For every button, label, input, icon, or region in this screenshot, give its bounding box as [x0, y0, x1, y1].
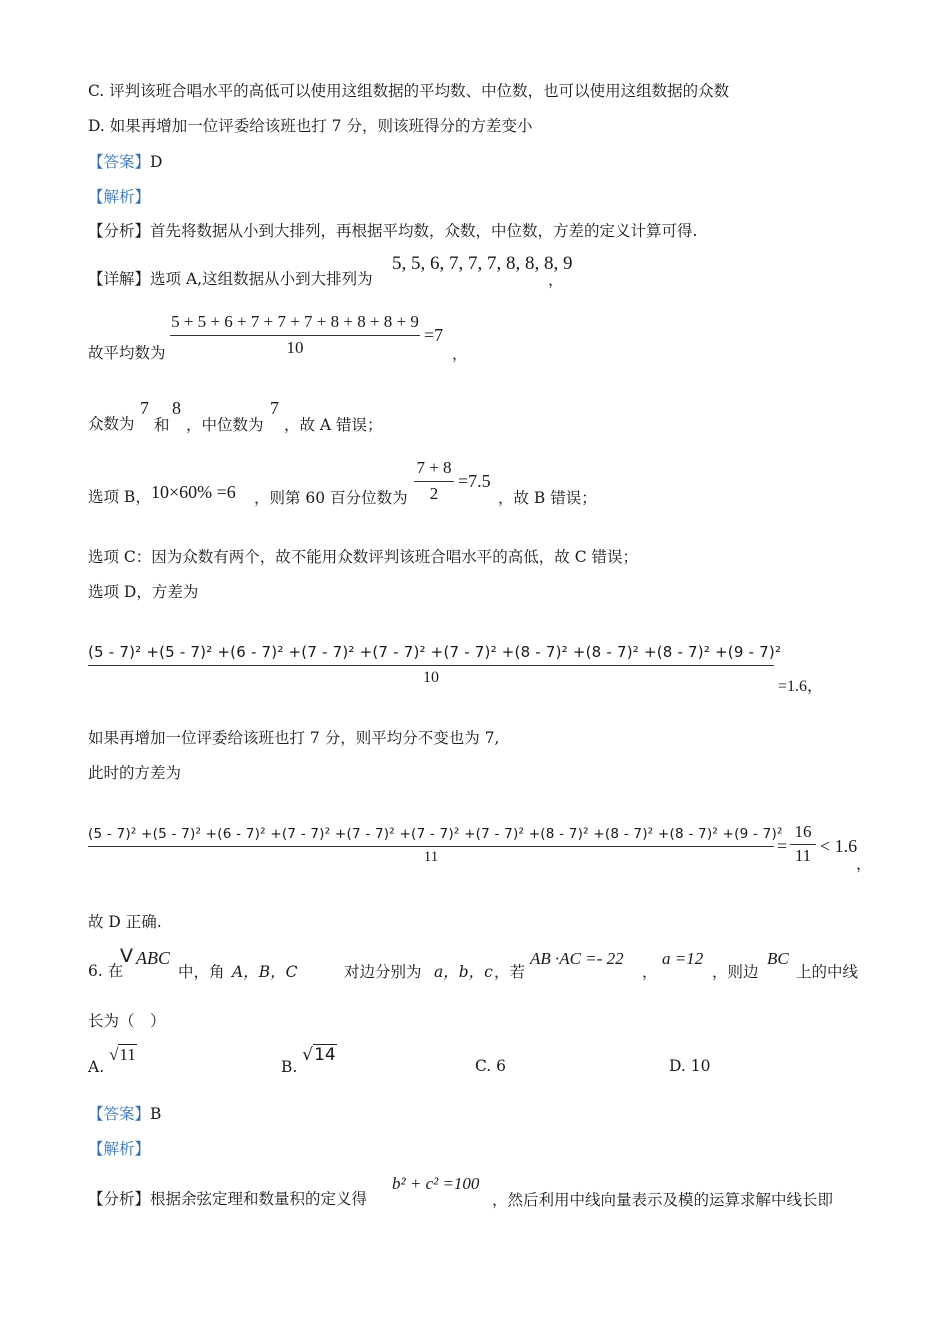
q6-answer-tag: 【答案】 [88, 1105, 151, 1123]
d-text: 选项 D，方差为 [88, 583, 199, 601]
q6-fenxi-tag: 【分析】 [88, 1190, 151, 1208]
mean-comma: ， [452, 345, 468, 363]
variance2-comma: ， [856, 855, 872, 873]
sqrt-icon: √14 [302, 1045, 336, 1065]
variance1-fraction [88, 643, 782, 687]
q6-bc: BC [767, 949, 789, 968]
q6-sides: a，b，c [434, 963, 493, 981]
b-text: ，则第 60 百分位数为 [254, 489, 408, 507]
median-label: ，中位数为 [186, 416, 264, 434]
q6-angles: A，B，C [232, 963, 298, 981]
q6-fenxi-row [88, 1188, 367, 1210]
q6-option-a [88, 1045, 137, 1077]
median-value: 7 [270, 398, 279, 418]
q6-opt-a-label: A. [88, 1058, 105, 1076]
q6-a-eq: a =12 [662, 949, 704, 968]
variance2-fraction [88, 826, 783, 866]
variance1-numerator: (5 - 7)² +(5 - 7)² +(6 - 7)² +(7 - 7)² +(7 - 7)² +(7 - 7)² +(8 - 7)² +(8 - 7)² +(8 - 7)² +(9 - 7)² [88, 643, 782, 661]
q6-option-d: D. 10 [669, 1057, 711, 1075]
variance2-eq: = [777, 836, 788, 856]
mode-and: 和 [154, 416, 170, 434]
variance2-lt: < 1.6 [820, 836, 858, 856]
detail-tag: 【详解】 [88, 270, 151, 288]
q6-fenxi-text2: ，然后利用中线向量表示及模的运算求解中线长即 [492, 1191, 834, 1209]
option-c: C. 评判该班合唱水平的高低可以使用这组数据的平均数、中位数，也可以使用这组数据的众数 [88, 82, 730, 100]
analysis-row [88, 186, 150, 208]
variance2-frac-den: 11 [794, 846, 812, 865]
mean-numerator: 5 + 5 + 6 + 7 + 7 + 7 + 8 + 8 + 8 + 9 [171, 312, 419, 331]
mean-denominator: 10 [286, 338, 304, 357]
variance2-result-fraction [790, 822, 816, 866]
mode-b: 8 [172, 398, 181, 418]
b-result: =7.5 [458, 471, 491, 491]
variance2-frac-num: 16 [794, 822, 812, 841]
a-wrong: ，故 A 错误； [284, 416, 383, 434]
answer-value: D [150, 153, 163, 171]
triangle-symbol: V [120, 945, 133, 967]
q6-option-b [281, 1045, 337, 1077]
add-judge-text: 如果再增加一位评委给该班也打 7 分，则平均分不变也为 7, [88, 729, 500, 747]
q6-dot-expr: AB ·AC =- 22 [530, 949, 624, 968]
analysis-tag: 【解析】 [88, 188, 151, 206]
c-text: 选项 C：因为众数有两个，故不能用众数评判该班合唱水平的高低，故 C 错误； [88, 548, 639, 566]
q6-answer-row [88, 1103, 161, 1125]
mode-a: 7 [140, 398, 149, 418]
variance1-result: =1.6， [778, 678, 824, 695]
q6-mid-text: 中，角 [178, 963, 225, 981]
mode-label: 众数为 [88, 415, 135, 433]
triangle-abc: ABC [136, 948, 170, 968]
q6-opp-text: 对边分别为 [344, 963, 422, 981]
b-formula: 10×60% =6 [151, 482, 236, 502]
variance2-denominator: 11 [423, 849, 439, 865]
d-correct: 故 D 正确. [88, 913, 162, 931]
q6-median-text: 上的中线 [796, 963, 859, 981]
answer-tag: 【答案】 [88, 153, 151, 171]
q6-comma: ， [642, 963, 658, 981]
q6-analysis-row [88, 1138, 150, 1160]
fenxi-text: 首先将数据从小到大排列，再根据平均数，众数，中位数，方差的定义计算可得. [150, 222, 698, 240]
q6-opt-b-label: B. [281, 1058, 298, 1076]
q6-fenxi-formula: b² + c² =100 [392, 1174, 480, 1193]
mean-result: =7 [424, 325, 444, 345]
detail-text: 选项 A,这组数据从小到大排列为 [150, 270, 373, 288]
b-wrong: ，故 B 错误； [498, 489, 597, 507]
option-d: D. 如果再增加一位评委给该班也打 7 分，则该班得分的方差变小 [88, 117, 533, 135]
detail-row [88, 268, 373, 290]
sorted-data: 5, 5, 6, 7, 7, 7, 8, 8, 8, 9 [392, 253, 573, 274]
q6-option-c: C. 6 [475, 1057, 507, 1075]
q6-answer-value: B [150, 1105, 162, 1123]
q6-analysis-tag: 【解析】 [88, 1140, 151, 1158]
answer-row [88, 151, 162, 173]
variance1-denominator: 10 [423, 669, 439, 686]
q6-then-text: ，则边 [712, 963, 759, 981]
mean-label: 故平均数为 [88, 344, 166, 362]
fenxi-row [88, 220, 697, 242]
sqrt-icon: √11 [109, 1045, 136, 1064]
q6-fenxi-text1: 根据余弦定理和数量积的定义得 [150, 1190, 368, 1208]
q6-line2: 长为（ ） [88, 1012, 166, 1030]
b-frac-num: 7 + 8 [416, 458, 452, 477]
mean-fraction [170, 312, 420, 358]
b-label: 选项 B， [88, 488, 151, 506]
b-frac-den: 2 [429, 484, 439, 503]
sorted-comma: ， [548, 271, 564, 289]
q6-prefix: 6. 在 [88, 962, 124, 980]
q6-opt-a-rad: 11 [119, 1045, 136, 1064]
q6-if-text: ，若 [494, 963, 526, 981]
b-fraction [414, 458, 454, 504]
new-var-text: 此时的方差为 [88, 764, 182, 782]
variance2-numerator: (5 - 7)² +(5 - 7)² +(6 - 7)² +(7 - 7)² +(7 - 7)² +(7 - 7)² +(7 - 7)² +(8 - 7)² +(8 - 7)² +(8 - 7)² +(9 - 7)² [88, 826, 783, 842]
fenxi-tag: 【分析】 [88, 222, 151, 240]
q6-opt-b-rad: 14 [314, 1045, 336, 1065]
